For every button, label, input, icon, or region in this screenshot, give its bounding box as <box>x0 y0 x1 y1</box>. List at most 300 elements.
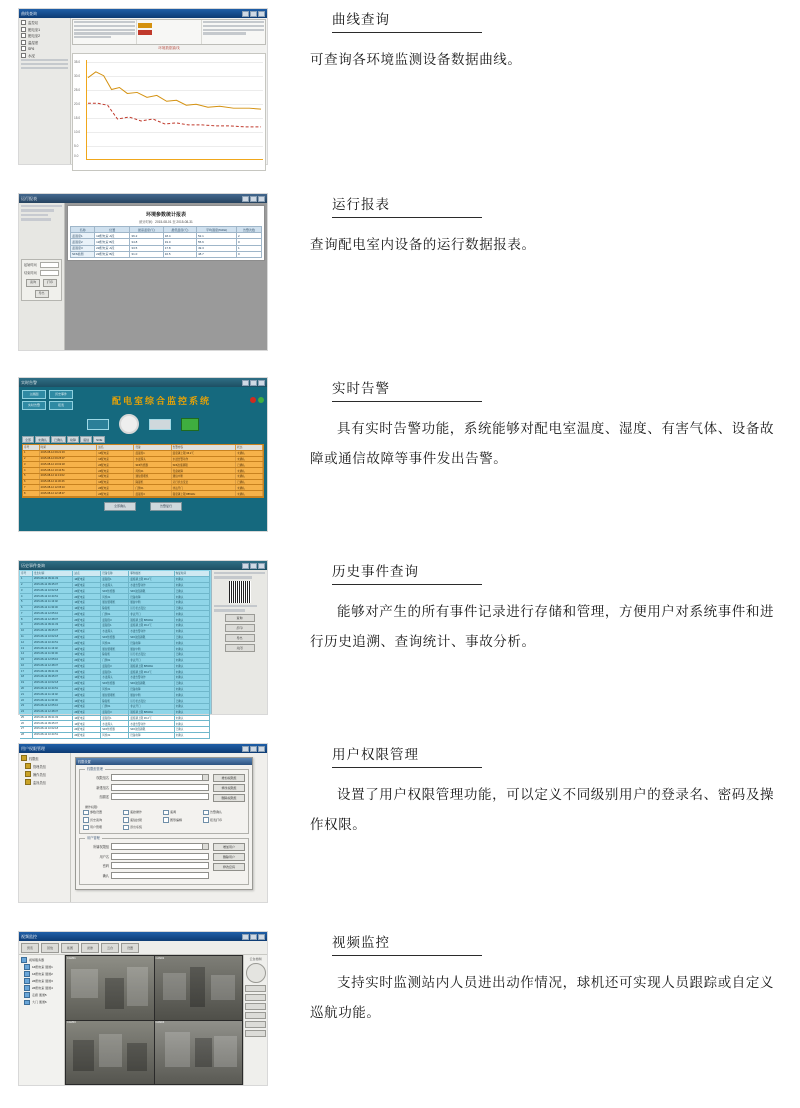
section-text <box>268 743 800 840</box>
tab-confirmed[interactable]: 已确认 <box>51 436 66 443</box>
cell: 15 <box>20 658 33 663</box>
permission-title: 操作权限： <box>85 804 101 809</box>
window-title: 曲线查询 <box>21 10 37 16</box>
cell: 水浸告警动作 <box>129 583 174 588</box>
tree-item[interactable] <box>21 53 68 58</box>
cell: 2015-08-12 11:30:46 <box>40 480 98 485</box>
cell: 2015-08-12 12:48:37 <box>33 617 73 622</box>
col-header: 事件描述 <box>129 571 174 576</box>
window-titlebar <box>19 9 267 18</box>
cell: 0 <box>236 239 261 245</box>
tab-yx[interactable]: 遥信 <box>80 436 92 443</box>
cell: 2015-08-12 12:05:10 <box>33 611 73 616</box>
alarm-table[interactable] <box>22 444 264 498</box>
cell: 1#配电室 <box>73 600 101 605</box>
cell: 1#配电室 <box>97 480 134 485</box>
cell: 通信中断 <box>129 646 174 651</box>
y-tick-label: 30.0 <box>74 74 81 78</box>
camera-icon <box>24 964 30 970</box>
history-table[interactable] <box>19 570 211 738</box>
tree-item[interactable] <box>21 779 68 785</box>
cell: 1#配电室 <box>73 675 101 680</box>
cell: SF6浓度越限 <box>129 588 174 593</box>
camera-label: CAM01 <box>67 956 76 960</box>
group-panel <box>79 769 249 834</box>
cell: 55.6 <box>197 239 237 245</box>
cell: 2#配电室 <box>73 617 101 622</box>
cell: 52.1 <box>197 233 237 239</box>
cell: 2#配电室 <box>97 491 134 496</box>
camera-view[interactable] <box>155 956 243 1020</box>
edit-group-button[interactable]: 修改权限组 <box>213 784 245 792</box>
tree-item[interactable]: 大门 通道6 <box>21 1000 62 1006</box>
section-text <box>268 931 800 1028</box>
y-tick-label: 20.0 <box>74 102 81 106</box>
zoom-out-button[interactable] <box>245 994 266 1001</box>
report-title: 环境参数统计报表 <box>145 212 186 218</box>
cell: 1#配电室 <box>73 716 101 721</box>
section-heading: 实时告警 <box>332 381 390 396</box>
section-text <box>268 560 800 657</box>
nav-realtime-alarm[interactable]: 实时告警 <box>22 401 46 410</box>
cell: 2#配电室 <box>73 704 101 709</box>
tree-item-label: 管理员组 <box>33 764 46 769</box>
export-button[interactable]: 导出 <box>35 290 49 298</box>
nav-report[interactable]: 报表 <box>49 401 73 410</box>
cell: 27 <box>20 727 33 732</box>
cell: 通信管理机 <box>101 646 129 651</box>
permission-dialog[interactable] <box>75 757 253 890</box>
window-controls[interactable] <box>242 380 265 386</box>
cell: 风机01 <box>101 594 129 599</box>
tree-item-label: 配电室1 <box>28 27 41 32</box>
cell: 设备故障 <box>172 468 236 473</box>
cell: 未确认 <box>175 669 210 674</box>
print-button[interactable]: 打印 <box>43 279 57 287</box>
cell: 2015-08-12 11:30:46 <box>33 606 73 611</box>
cell: 1#配电室 <box>73 577 101 582</box>
cell: 14 <box>20 652 33 657</box>
cell: 未确认 <box>175 600 210 605</box>
confirm-password-input[interactable] <box>111 872 209 879</box>
permission-item[interactable]: 历史查询 <box>83 817 119 823</box>
cell: 2015-08-12 11:13:02 <box>33 692 73 697</box>
print-button[interactable]: 打印 <box>225 624 255 632</box>
cell: 水浸探头 <box>101 629 129 634</box>
divider <box>21 59 68 61</box>
close-button[interactable]: 关闭 <box>225 644 255 652</box>
record-button[interactable]: 录像 <box>81 943 99 953</box>
alarm-footer[interactable] <box>22 502 264 511</box>
screenshot-realtime-alarm <box>18 377 268 532</box>
cell: 2015-08-12 09:21:33 <box>33 623 73 628</box>
screenshot-operation-report <box>18 193 268 351</box>
report-sheet <box>67 205 265 261</box>
cell: 2#配电室 <box>73 594 101 599</box>
permission-tree[interactable] <box>19 753 71 902</box>
cell: 7 <box>23 485 40 490</box>
col-header: 设备名称 <box>101 571 129 576</box>
cell: 非法开门 <box>129 611 174 616</box>
chart-toolbar[interactable] <box>72 19 266 45</box>
window-controls[interactable] <box>242 746 265 752</box>
tab-unconfirmed[interactable]: 未确认 <box>35 436 50 443</box>
cell: 湿度越上限 88%RH <box>172 491 236 496</box>
query-button[interactable]: 查询 <box>225 614 255 622</box>
cell: 17.8 <box>163 245 196 251</box>
calendar-icon <box>229 581 251 603</box>
query-button[interactable]: 查询 <box>26 279 40 287</box>
camera-tree[interactable] <box>19 955 65 1085</box>
tree-item[interactable] <box>21 46 68 51</box>
ptz-panel[interactable] <box>243 955 267 1085</box>
window-controls[interactable] <box>242 563 265 569</box>
device-tree[interactable] <box>19 18 71 164</box>
user-group-select[interactable] <box>111 843 209 850</box>
field-label: 组描述 <box>99 795 109 799</box>
cell: 温湿度1 <box>71 233 95 239</box>
col-header: 设备 <box>134 445 171 450</box>
cell: 未确认 <box>175 646 210 651</box>
delete-user-button[interactable]: 删除用户 <box>213 853 245 861</box>
ptz-button[interactable]: 云台 <box>101 943 119 953</box>
confirm-all-button[interactable]: 全部确认 <box>104 502 136 511</box>
chart-title: 环境数据曲线 <box>158 46 180 50</box>
nav-history-event[interactable]: 历史事件 <box>49 390 73 399</box>
iris-open-button[interactable] <box>245 1021 266 1028</box>
section-body: 支持实时监测站内人员进出动作情况，球机还可实现人员跟踪或自定义巡航功能。 <box>310 975 775 1020</box>
cell: 除湿机 <box>134 480 171 485</box>
screenshot-history-event <box>18 560 268 738</box>
add-user-button[interactable]: 增加用户 <box>213 843 245 851</box>
focus-in-button[interactable] <box>245 1003 266 1010</box>
heading-rule <box>332 584 482 585</box>
cell: 25 <box>20 716 33 721</box>
cell: 温湿度3 <box>134 491 171 496</box>
delete-group-button[interactable]: 删除权限组 <box>213 794 245 802</box>
snapshot-button[interactable]: 抓图 <box>61 943 79 953</box>
cell: 2 <box>23 457 40 462</box>
tree-item-label: 权限组 <box>29 756 39 761</box>
col-header: 名称 <box>71 227 95 233</box>
cell: 6 <box>20 606 33 611</box>
window-controls[interactable] <box>242 196 265 202</box>
cell: 4 <box>20 594 33 599</box>
cell: 0 <box>236 251 261 257</box>
legend-swatch-humidity <box>138 30 152 35</box>
cell: 风机01 <box>134 468 171 473</box>
cell: 水浸探头 <box>134 457 171 462</box>
cell: 未确认 <box>175 710 210 715</box>
cell: 温湿度3 <box>101 617 129 622</box>
cell: 13 <box>20 646 33 651</box>
cell: 除湿机 <box>101 652 129 657</box>
window-title: 视频监控 <box>21 933 37 939</box>
cell: 33.5 <box>130 245 163 251</box>
cell: 未确认 <box>175 675 210 680</box>
window-controls[interactable] <box>242 11 265 17</box>
cell: 2#配电室 <box>73 640 101 645</box>
tree-item-label: 操作员组 <box>33 772 46 777</box>
camera-icon <box>24 985 30 991</box>
checkbox-icon <box>123 825 129 831</box>
cell: SF6浓度越限 <box>129 727 174 732</box>
permission-item[interactable]: 退出系统 <box>123 825 159 831</box>
change-password-button[interactable]: 修改密码 <box>213 863 245 871</box>
col-header: 告警次数 <box>236 227 261 233</box>
cell: 水浸探头 <box>101 675 129 680</box>
section-text <box>268 193 800 260</box>
cell: 19.0 <box>163 239 196 245</box>
video-toolbar[interactable] <box>19 941 267 955</box>
camera-view[interactable] <box>66 956 154 1020</box>
cell: 未确认 <box>236 451 263 456</box>
section-body: 能够对产生的所有事件记录进行存储和管理，方便用户对系统事件和进行历史追溯、查询统计、事故分析。 <box>310 604 775 649</box>
tree-item[interactable]: 2#配电室 通道3 <box>21 978 62 984</box>
cell: 已确认 <box>175 588 210 593</box>
cell: 未确认 <box>175 611 210 616</box>
cell: 1#配电室 <box>73 646 101 651</box>
section-text <box>268 377 800 474</box>
permission-item[interactable]: 告警确认 <box>203 810 239 816</box>
cell: 2015-08-12 11:30:46 <box>33 698 73 703</box>
cell: 风机01 <box>101 640 129 645</box>
toolbar-options[interactable] <box>202 20 265 44</box>
y-tick-label: 25.0 <box>74 88 81 92</box>
tree-item-label: 水浸 <box>28 53 35 58</box>
col-header: 站点 <box>73 571 101 576</box>
password-input[interactable] <box>111 862 209 869</box>
cell: 运行状态变位 <box>129 606 174 611</box>
cell: 未确认 <box>175 716 210 721</box>
checkbox-icon <box>123 817 129 823</box>
cell: 水浸告警动作 <box>172 457 236 462</box>
cell: 17 <box>20 669 33 674</box>
cell: 1#配电室 <box>97 457 134 462</box>
permission-item[interactable]: 遥控操作 <box>123 810 159 816</box>
alarm-tabs[interactable] <box>22 436 264 443</box>
tree-item[interactable] <box>21 771 68 777</box>
tree-item[interactable] <box>21 33 68 38</box>
report-sidebar[interactable] <box>19 203 65 350</box>
camera-icon <box>24 978 30 984</box>
permission-item[interactable]: 报表打印 <box>203 817 239 823</box>
username-input[interactable] <box>111 853 209 860</box>
permission-item[interactable]: 遥信封锁 <box>123 817 159 823</box>
alarm-reset-button[interactable]: 告警复归 <box>150 502 182 511</box>
system-title: 配电室综合监控系统 <box>111 395 211 406</box>
col-header: 站名 <box>97 445 134 450</box>
checkbox-icon <box>83 810 89 816</box>
iris-close-button[interactable] <box>245 1030 266 1037</box>
export-button[interactable]: 导出 <box>225 634 255 642</box>
cell: 2#配电室 B段 <box>95 251 130 257</box>
tree-item[interactable] <box>21 40 68 45</box>
cell: 2#配电室 <box>73 727 101 732</box>
permission-item[interactable]: 用户管理 <box>83 825 119 831</box>
cell: 未确认 <box>175 733 210 738</box>
cell: 非法开门 <box>129 704 174 709</box>
cell: 运行状态变位 <box>129 698 174 703</box>
settings-button[interactable]: 设置 <box>121 943 139 953</box>
cell: 20 <box>20 687 33 692</box>
tab-all[interactable]: 全部 <box>22 436 34 443</box>
cell: 未确认 <box>236 485 263 490</box>
tree-item[interactable] <box>21 755 68 761</box>
cell: 26 <box>20 721 33 726</box>
permission-item[interactable]: 遥调 <box>163 810 199 816</box>
permission-item[interactable]: 图形编辑 <box>163 817 199 823</box>
window-controls[interactable] <box>242 934 265 940</box>
tree-item[interactable] <box>21 27 68 32</box>
report-filter-panel[interactable] <box>21 259 62 301</box>
group-panel-caption: 权限组管理 <box>87 767 103 771</box>
cell: 温湿度3 <box>101 710 129 715</box>
divider <box>21 67 68 69</box>
tree-item[interactable]: 2#配电室 通道4 <box>21 985 62 991</box>
tab-fault[interactable]: 故障 <box>67 436 79 443</box>
group-desc-input[interactable] <box>111 793 209 800</box>
cell: 未确认 <box>175 664 210 669</box>
table-row <box>71 251 262 257</box>
window-titlebar <box>19 194 267 203</box>
cell: 未确认 <box>175 623 210 628</box>
cell: 湿度越上限 88%RH <box>129 617 174 622</box>
cell: 2#配电室 A段 <box>95 245 130 251</box>
filter-label: 结束时间 <box>24 271 37 276</box>
preview-button[interactable]: 预览 <box>21 943 39 953</box>
cell: 温湿度1 <box>101 623 129 628</box>
nav-buttons-2[interactable] <box>49 390 73 410</box>
tree-item[interactable]: 视频服务器 <box>21 957 62 963</box>
cell: 1#配电室 <box>73 606 101 611</box>
camera-icon <box>24 1000 30 1006</box>
cell: 通信管理机 <box>101 600 129 605</box>
cell: 风机01 <box>101 687 129 692</box>
mimic-diagram <box>22 414 264 434</box>
cell: 1#配电室 B段 <box>95 239 130 245</box>
camera-view[interactable] <box>155 1021 243 1085</box>
dialog-title: 权限设置 <box>78 760 91 764</box>
user-panel-caption: 用户管理 <box>87 836 100 840</box>
section-curve-query <box>0 0 800 165</box>
tree-item[interactable]: 1#配电室 通道2 <box>21 971 62 977</box>
cell: 2 <box>236 233 261 239</box>
end-time-input[interactable] <box>40 270 59 276</box>
tree-item[interactable] <box>21 20 68 25</box>
cell: 未确认 <box>236 457 263 462</box>
cell: 11 <box>20 635 33 640</box>
cell: 非法开门 <box>129 658 174 663</box>
playback-button[interactable]: 回放 <box>41 943 59 953</box>
cell: 2015-08-12 12:05:10 <box>33 658 73 663</box>
cell: 未确认 <box>236 474 263 479</box>
col-header: 序号 <box>23 445 40 450</box>
tree-item[interactable]: 1#配电室 通道1 <box>21 964 62 970</box>
checkbox-icon <box>203 817 209 823</box>
col-header: 序号 <box>20 571 33 576</box>
tree-item-label: 温湿度 <box>28 40 39 45</box>
cell: 2015-08-12 12:48:37 <box>33 664 73 669</box>
permission-item[interactable]: 参数设置 <box>83 810 119 816</box>
cell: 22 <box>20 698 33 703</box>
cell: 1 <box>20 577 33 582</box>
cell: 10 <box>20 629 33 634</box>
window-titlebar <box>19 378 267 387</box>
cell: 12 <box>20 640 33 645</box>
ptz-joystick[interactable] <box>246 963 266 983</box>
cell: 2#配电室 <box>97 462 134 467</box>
checkbox-icon <box>123 810 129 816</box>
toolbar-filters[interactable] <box>73 20 137 44</box>
cell: 已确认 <box>175 681 210 686</box>
tab-soe[interactable]: SOE <box>93 436 105 443</box>
group-select[interactable] <box>111 774 209 781</box>
cell: 1#配电室 <box>73 721 101 726</box>
gauge-icon <box>119 414 139 434</box>
checkbox-icon <box>163 810 169 816</box>
alarm-led-green <box>258 397 264 403</box>
cell: 门禁01 <box>101 658 129 663</box>
section-body: 具有实时告警功能，系统能够对配电室温度、湿度、有害气体、设备故障或通信故障等事件发出告警。 <box>310 421 775 466</box>
cell: 2015-08-12 11:13:02 <box>33 646 73 651</box>
report-table <box>70 226 262 258</box>
cell: 温度越上限 36.2℃ <box>172 451 236 456</box>
permission-checkboxes[interactable] <box>83 810 245 831</box>
cell: 2015-08-12 09:21:33 <box>33 716 73 721</box>
history-sidebar[interactable] <box>211 570 267 714</box>
nav-buttons[interactable] <box>22 390 46 410</box>
col-header: 状态 <box>236 445 263 450</box>
camera-label: CAM04 <box>155 1021 165 1024</box>
cell: 水浸告警动作 <box>129 675 174 680</box>
add-group-button[interactable]: 增加权限组 <box>213 774 245 782</box>
cell: 温湿度1 <box>134 451 171 456</box>
heading-rule <box>332 32 482 33</box>
new-group-input[interactable] <box>111 784 209 791</box>
cell: 设备故障 <box>129 594 174 599</box>
cell: 未确认 <box>175 640 210 645</box>
cell: 2015-08-12 10:44:51 <box>33 640 73 645</box>
heading-rule <box>332 767 482 768</box>
checkbox-icon <box>203 810 209 816</box>
col-header: 位置 <box>95 227 130 233</box>
cell: 34.8 <box>130 239 163 245</box>
table-row[interactable] <box>23 491 263 497</box>
focus-out-button[interactable] <box>245 1012 266 1019</box>
cell: 1#配电室 <box>73 692 101 697</box>
video-grid[interactable] <box>65 955 243 1085</box>
cell: 1#配电室 <box>73 652 101 657</box>
tree-item[interactable] <box>21 763 68 769</box>
cell: 2#配电室 <box>97 468 134 473</box>
start-time-input[interactable] <box>40 262 59 268</box>
cell: 1#配电室 <box>73 698 101 703</box>
screenshot-user-permission <box>18 743 268 903</box>
field-label: 用户名 <box>99 854 109 859</box>
section-body: 可查询各环境监测设备数据曲线。 <box>310 52 522 67</box>
zoom-in-button[interactable] <box>245 985 266 992</box>
cell: SF6检测 <box>71 251 95 257</box>
camera-view[interactable] <box>66 1021 154 1085</box>
cell: 温湿度2 <box>71 239 95 245</box>
cell: 2015-08-12 10:02:18 <box>40 462 98 467</box>
window-titlebar <box>19 744 267 753</box>
cell: 湿度越上限 88%RH <box>129 710 174 715</box>
tree-item[interactable]: 走廊 通道5 <box>21 992 62 998</box>
section-heading: 用户权限管理 <box>332 747 419 762</box>
nav-main-screen[interactable]: 主画面 <box>22 390 46 399</box>
